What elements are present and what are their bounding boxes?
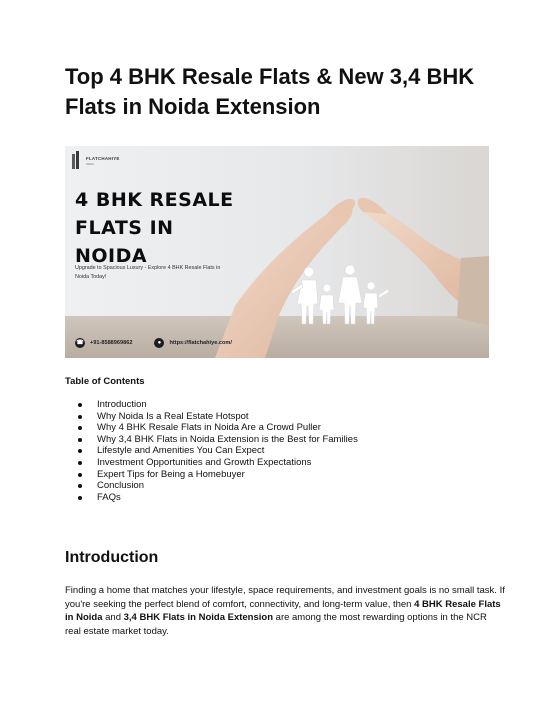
bullet bbox=[78, 496, 82, 500]
bullet bbox=[78, 438, 82, 442]
contact-row bbox=[75, 337, 254, 349]
toc-list bbox=[65, 399, 358, 503]
toc-item-investment[interactable] bbox=[65, 457, 358, 469]
bullet bbox=[78, 449, 82, 453]
bullet bbox=[78, 403, 82, 407]
toc-item-label: Why 4 BHK Resale Flats in Noida Are a Crowd Puller bbox=[97, 422, 321, 434]
banner-image bbox=[65, 146, 489, 358]
section-heading-introduction: Introduction bbox=[65, 549, 159, 566]
intro-text: and bbox=[102, 612, 124, 624]
toc-item-crowd-puller[interactable] bbox=[65, 422, 358, 434]
bullet bbox=[78, 461, 82, 465]
toc-item-label: Investment Opportunities and Growth Expectations bbox=[97, 456, 312, 468]
toc-item-lifestyle[interactable] bbox=[65, 445, 358, 457]
toc-item-label: Why 3,4 BHK Flats in Noida Extension is the Best for Families bbox=[97, 433, 358, 445]
phone-icon: ☎ bbox=[76, 340, 84, 346]
website-contact bbox=[154, 338, 231, 348]
phone-number: +91-8588969862 bbox=[90, 340, 133, 346]
toc-heading: Table of Contents bbox=[65, 376, 145, 387]
building-icon bbox=[70, 150, 82, 170]
phone-contact bbox=[75, 338, 132, 348]
intro-text: are among the most rewarding options in the NCR real estate market today. bbox=[65, 612, 487, 637]
bullet bbox=[78, 426, 82, 430]
banner-tagline: Upgrade to Spacious Luxury - Explore 4 BHK Resale Flats in Noida Today! bbox=[75, 265, 221, 280]
website-url: https://flatchahiye.com/ bbox=[169, 340, 232, 346]
toc-item-label: Lifestyle and Amenities You Can Expect bbox=[97, 445, 265, 457]
logo-name: FLATCHAHIYE bbox=[86, 156, 120, 161]
toc-item-expert-tips[interactable] bbox=[65, 469, 358, 481]
page-title: Top 4 BHK Resale Flats & New 3,4 BHK Flats in Noida Extension bbox=[65, 64, 475, 119]
toc-item-label: FAQs bbox=[97, 491, 121, 503]
intro-text: Finding a home that matches your lifestyle, space requirements, and investment goals is no small task. If you're seeking the perfect blend of comfort, connectivity, and long-term value, then bbox=[65, 585, 505, 610]
toc-item-noida-hotspot[interactable] bbox=[65, 411, 358, 423]
bullet bbox=[78, 484, 82, 488]
bullet bbox=[78, 415, 82, 419]
toc-item-label: Introduction bbox=[97, 399, 147, 410]
bullet bbox=[78, 473, 82, 477]
intro-bold-keyword: 4 BHK Resale Flats in Noida bbox=[65, 598, 501, 624]
globe-icon: ● bbox=[154, 338, 164, 348]
toc-item-label: Why Noida Is a Real Estate Hotspot bbox=[97, 410, 249, 422]
toc-item-label: Expert Tips for Being a Homebuyer bbox=[97, 468, 245, 480]
banner-headline: 4 BHK RESALE FLATS IN NOIDA bbox=[75, 189, 234, 267]
toc-item-label: Conclusion bbox=[97, 480, 144, 492]
toc-item-introduction[interactable] bbox=[65, 399, 358, 411]
intro-bold-keyword: 3,4 BHK Flats in Noida Extension bbox=[123, 612, 274, 624]
toc-item-faqs[interactable] bbox=[65, 492, 358, 504]
toc-item-best-for-families[interactable] bbox=[65, 434, 358, 446]
brand-logo bbox=[70, 150, 120, 172]
toc-item-conclusion[interactable] bbox=[65, 480, 358, 492]
logo-subtitle: INDIA bbox=[86, 162, 95, 166]
intro-paragraph bbox=[65, 584, 505, 638]
